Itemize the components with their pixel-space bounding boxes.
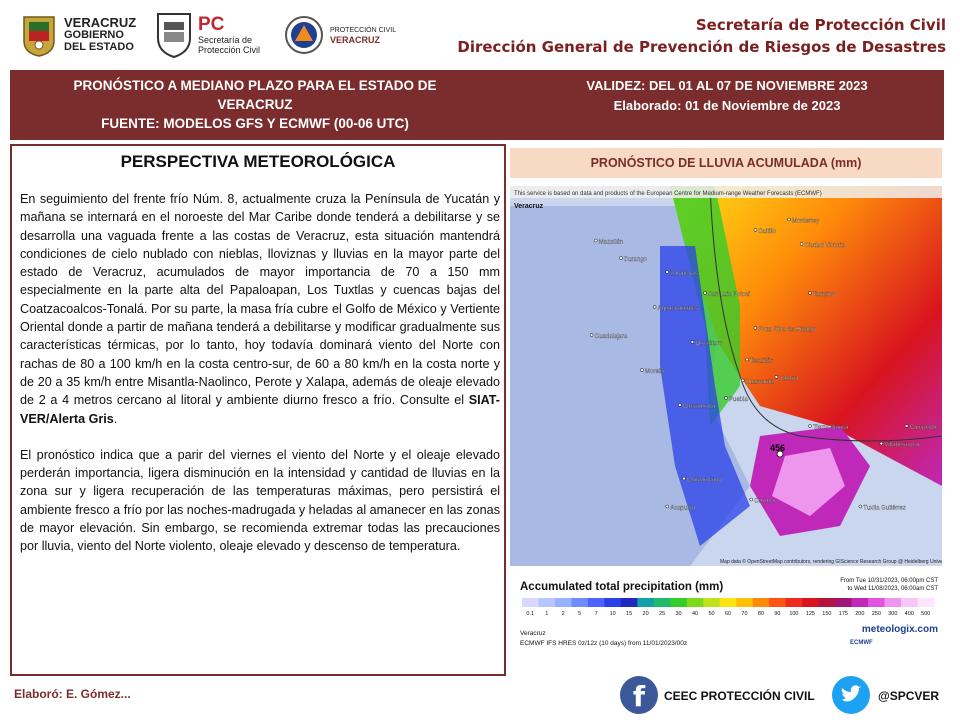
max-value-label: 456 [770, 443, 786, 453]
elaboro-label: Elaboró: E. Gómez... [14, 687, 131, 701]
legend-color-swatch [588, 598, 605, 607]
legend-tick-label: 125 [805, 611, 815, 617]
legend-color-swatch [703, 598, 720, 607]
meteologix-brand: meteologix.com [861, 624, 938, 635]
city-label: Huamantla [745, 379, 775, 386]
city-marker [741, 379, 744, 382]
banner-title-line2: VERACRUZ [217, 97, 293, 112]
legend-color-swatch [802, 598, 819, 607]
legend-tick-label: 5 [578, 611, 582, 617]
legend-tick-label: 60 [724, 611, 732, 617]
legend-tick-label: 1 [545, 611, 549, 617]
city-marker [590, 334, 593, 337]
direccion-title: Dirección General de Prevención de Riesgos de Desastres [457, 38, 946, 56]
legend-color-swatch [885, 598, 902, 607]
city-label: Xalapa [779, 376, 799, 382]
paragraph1-text: En seguimiento del frente frío Núm. 8, actualmente cruza la Península de Yucatán y mañana se internará en el noroeste del Mar Caribe donde tenderá a debilitarse y se desarrolla una vaguada frente a las costas de Veracruz, esta situación mantendrá condiciones de cielo nublado con nieblas, lloviznas y lluvias en la mayor parte del estado de Veracruz, acumulados de mayor importancia de 70 a 150 mm especialmente en la parte alta del Papaloapan, Los Tuxtlas y cuencas bajas del Coatzacoalcos-Tonalá. Por su parte, la masa fría cubre el Golfo de México y Vertiente Oriental donde a partir de mañana tenderá a debilitarse y modificar gradualmente sus características térmicas, por lo tanto, hoy todavía dominará viento del Norte con rachas de 80 a 100 km/h en la costa centro-sur, de 60 a 80 km/h en la costa norte y de 20 a 35 km/h entre Misantla-Naolinco, Perote y Xalapa, además de oleaje elevado de 2 a 4 metros cercano al litoral y ambiente diurno fresco a frío. Consulte el [20, 192, 500, 408]
legend-color-swatch [819, 598, 836, 607]
pc-shield-icon [154, 12, 194, 58]
logo-veracruz-line1: VERACRUZ [64, 15, 137, 30]
legend-tick-label: 300 [888, 611, 898, 617]
legend-tick-label: 20 [642, 611, 649, 617]
legend-tick-label: 40 [691, 611, 699, 617]
map-footer-line1: Veracruz [520, 630, 546, 637]
city-label: Durango [624, 257, 648, 263]
forecast-banner [10, 70, 944, 140]
twitter-label[interactable]: @SPCVER [878, 689, 940, 703]
logo-pcv-line1: PROTECCIÓN CIVIL [330, 26, 397, 34]
city-marker [809, 425, 812, 428]
precipitation-map-svg [510, 186, 942, 660]
legend-color-swatch [769, 598, 786, 607]
logo-veracruz [20, 10, 136, 60]
legend-tick-label: 70 [741, 611, 748, 617]
banner-title-block [20, 76, 490, 133]
map-region-label: Veracruz [514, 203, 544, 210]
legend-tick-label: 0.1 [526, 611, 535, 617]
legend-color-swatch [901, 598, 918, 607]
city-label: Acapulco [670, 505, 695, 512]
city-label: Villahermosa [884, 442, 919, 449]
legend-color-swatch [868, 598, 885, 607]
legend-color-swatch [786, 598, 803, 607]
veracruz-seal-icon [20, 13, 58, 57]
legend-tick-label: 10 [609, 611, 616, 617]
logo-pc-line2: Protección Civil [198, 45, 261, 55]
map-copyright: Map data © OpenStreetMap contributors, rendering GIScience Research Group @ Heidelberg University [720, 559, 942, 565]
ecmwf-logo: ECMWF [850, 640, 873, 646]
secretaria-title: Secretaría de Protección Civil [695, 16, 946, 34]
city-label: Ciudad Victoria [804, 243, 846, 249]
logo-veracruz-line2: GOBIERNO [64, 29, 124, 41]
city-label: Tierra Blanca [813, 425, 849, 431]
logo-veracruz-line3: DEL ESTADO [64, 41, 134, 53]
city-marker [859, 505, 862, 508]
city-marker [880, 442, 883, 445]
city-marker [691, 341, 694, 344]
city-label: Querétaro [695, 341, 723, 347]
city-label: Aguascalientes [657, 306, 699, 312]
city-marker [594, 239, 597, 242]
legend-color-swatch [670, 598, 687, 607]
map-panel-title: PRONÓSTICO DE LLUVIA ACUMULADA (mm) [510, 148, 942, 178]
legend-color-swatch [571, 598, 588, 607]
legend-color-swatch [835, 598, 852, 607]
twitter-bird-icon [832, 676, 870, 714]
legend-color-swatch [918, 598, 935, 607]
logo-pc-line1: Secretaría de [198, 35, 253, 45]
legend-tick-label: 400 [904, 611, 914, 617]
facebook-icon[interactable]: f [620, 676, 658, 714]
city-label: Mazatlán [598, 239, 624, 246]
city-label: Tezuitlán [750, 358, 774, 365]
legend-color-swatch [637, 598, 654, 607]
perspectiva-panel [10, 144, 506, 676]
legend-tick-label: 30 [675, 611, 682, 617]
pc-triangle-icon [284, 15, 324, 55]
legend-tick-label: 250 [871, 611, 881, 617]
city-label: Chilpancingo [687, 477, 722, 484]
map-footer-line2: ECMWF IFS HRES 0z/12z (10 days) from 11/01/2023/00z [520, 640, 688, 647]
legend-color-swatch [687, 598, 704, 607]
city-label: Monterrey [792, 218, 820, 225]
city-label: Guadalajara [594, 334, 628, 340]
banner-elaborated: Elaborado: 01 de Noviembre de 2023 [613, 98, 841, 113]
city-marker [666, 271, 669, 274]
legend-tick-label: 50 [708, 611, 715, 617]
city-marker [678, 404, 681, 407]
legend-tick-label: 90 [774, 611, 781, 617]
legend-tick-label: 500 [921, 611, 931, 617]
city-marker [746, 358, 749, 361]
banner-title-line1: PRONÓSTICO A MEDIANO PLAZO PARA EL ESTADO DE [73, 78, 437, 93]
city-marker [666, 505, 669, 508]
city-marker [800, 243, 803, 246]
city-marker [620, 257, 623, 260]
perspectiva-paragraph-2: El pronóstico indica que a parir del viernes el viento del Norte y el oleaje elevado perderán importancia, ligera disminución en la intensidad y cantidad de lluvias en la zona sur y ligera recuperación de las temperaturas máximas, pero persistirá el ambiente fresco a frío por las noches-madrugada y heladas al amanecer en las zonas de mayor elevación. Sin embargo, se recomienda extremar todas las precauciones por lluvia, viento del Norte violento, oleaje elevado y descenso de temperatura. [20, 447, 500, 554]
logo-pc-abbr: PC [198, 14, 225, 35]
city-label: Puebla [729, 397, 748, 403]
legend-color-swatch [621, 598, 638, 607]
city-label: Tampico [813, 292, 836, 298]
header-title [457, 14, 946, 58]
city-label: Tuxtla Gutiérrez [863, 505, 906, 512]
city-label: Saltillo [758, 229, 777, 235]
city-marker [725, 397, 728, 400]
legend-tick-label: 150 [822, 611, 832, 617]
city-label: Zacatecas [670, 271, 698, 277]
city-marker [653, 306, 656, 309]
city-marker [905, 425, 908, 428]
city-marker [750, 498, 753, 501]
perspectiva-body [20, 190, 500, 574]
logo-pc-veracruz [284, 10, 396, 60]
legend-color-swatch [852, 598, 869, 607]
legend-color-swatch [654, 598, 671, 607]
legend-color-swatch [720, 598, 737, 607]
city-marker [754, 229, 757, 232]
legend-tick-label: 2 [561, 611, 565, 617]
perspectiva-title: PERSPECTIVA METEOROLÓGICA [120, 152, 396, 171]
paragraph1-end: . [113, 411, 118, 426]
city-label: Morelia [645, 369, 665, 375]
banner-validity-block [510, 76, 944, 116]
legend-color-swatch [753, 598, 770, 607]
city-marker [641, 369, 644, 372]
city-label: Poza Rica de Hidalgo [758, 327, 817, 333]
city-marker [754, 327, 757, 330]
legend-color-swatch [555, 598, 572, 607]
city-marker [809, 292, 812, 295]
facebook-label[interactable]: CEEC PROTECCIÓN CIVIL [664, 689, 815, 703]
legend-tick-label: 15 [626, 611, 633, 617]
city-marker [788, 218, 791, 221]
legend-period-from: From Tue 10/31/2023, 06:00pm CST [840, 578, 938, 584]
city-label: San Luis Potosí [708, 292, 751, 298]
city-label: Cuernavaca [682, 404, 716, 410]
map-disclaimer: This service is based on data and products of the European Centre for Medium-range Weather Forecasts (ECMWF) [514, 191, 822, 197]
legend-tick-label: 200 [855, 611, 865, 617]
city-marker [704, 292, 707, 295]
legend-color-swatch [736, 598, 753, 607]
legend-tick-label: 100 [789, 611, 799, 617]
twitter-icon[interactable] [832, 676, 870, 714]
legend-color-swatch [538, 598, 555, 607]
logo-pc [154, 10, 260, 60]
legend-tick-label: 7 [594, 611, 598, 617]
city-marker [683, 477, 686, 480]
logo-pcv-line2: VERACRUZ [330, 34, 381, 45]
legend-tick-label: 25 [659, 611, 666, 617]
banner-source: FUENTE: MODELOS GFS Y ECMWF (00-06 UTC) [101, 116, 409, 131]
legend-color-swatch [604, 598, 621, 607]
siat-ver-link[interactable]: SIAT-VER/Alerta Gris [20, 393, 500, 426]
perspectiva-paragraph-1 [20, 190, 500, 428]
legend-color-swatch [522, 598, 539, 607]
legend-tick-label: 80 [757, 611, 765, 617]
precipitation-map [510, 186, 942, 660]
banner-validity: VALIDEZ: DEL 01 AL 07 DE NOVIEMBRE 2023 [586, 78, 868, 93]
legend-tick-label: 175 [838, 611, 848, 617]
city-label: Oaxaca [754, 498, 775, 505]
city-marker [775, 376, 778, 379]
city-label: Campeche [909, 425, 939, 431]
legend-title: Accumulated total precipitation (mm) [520, 581, 724, 593]
legend-period-to: to Wed 11/08/2023, 06:00am CST [847, 586, 938, 592]
